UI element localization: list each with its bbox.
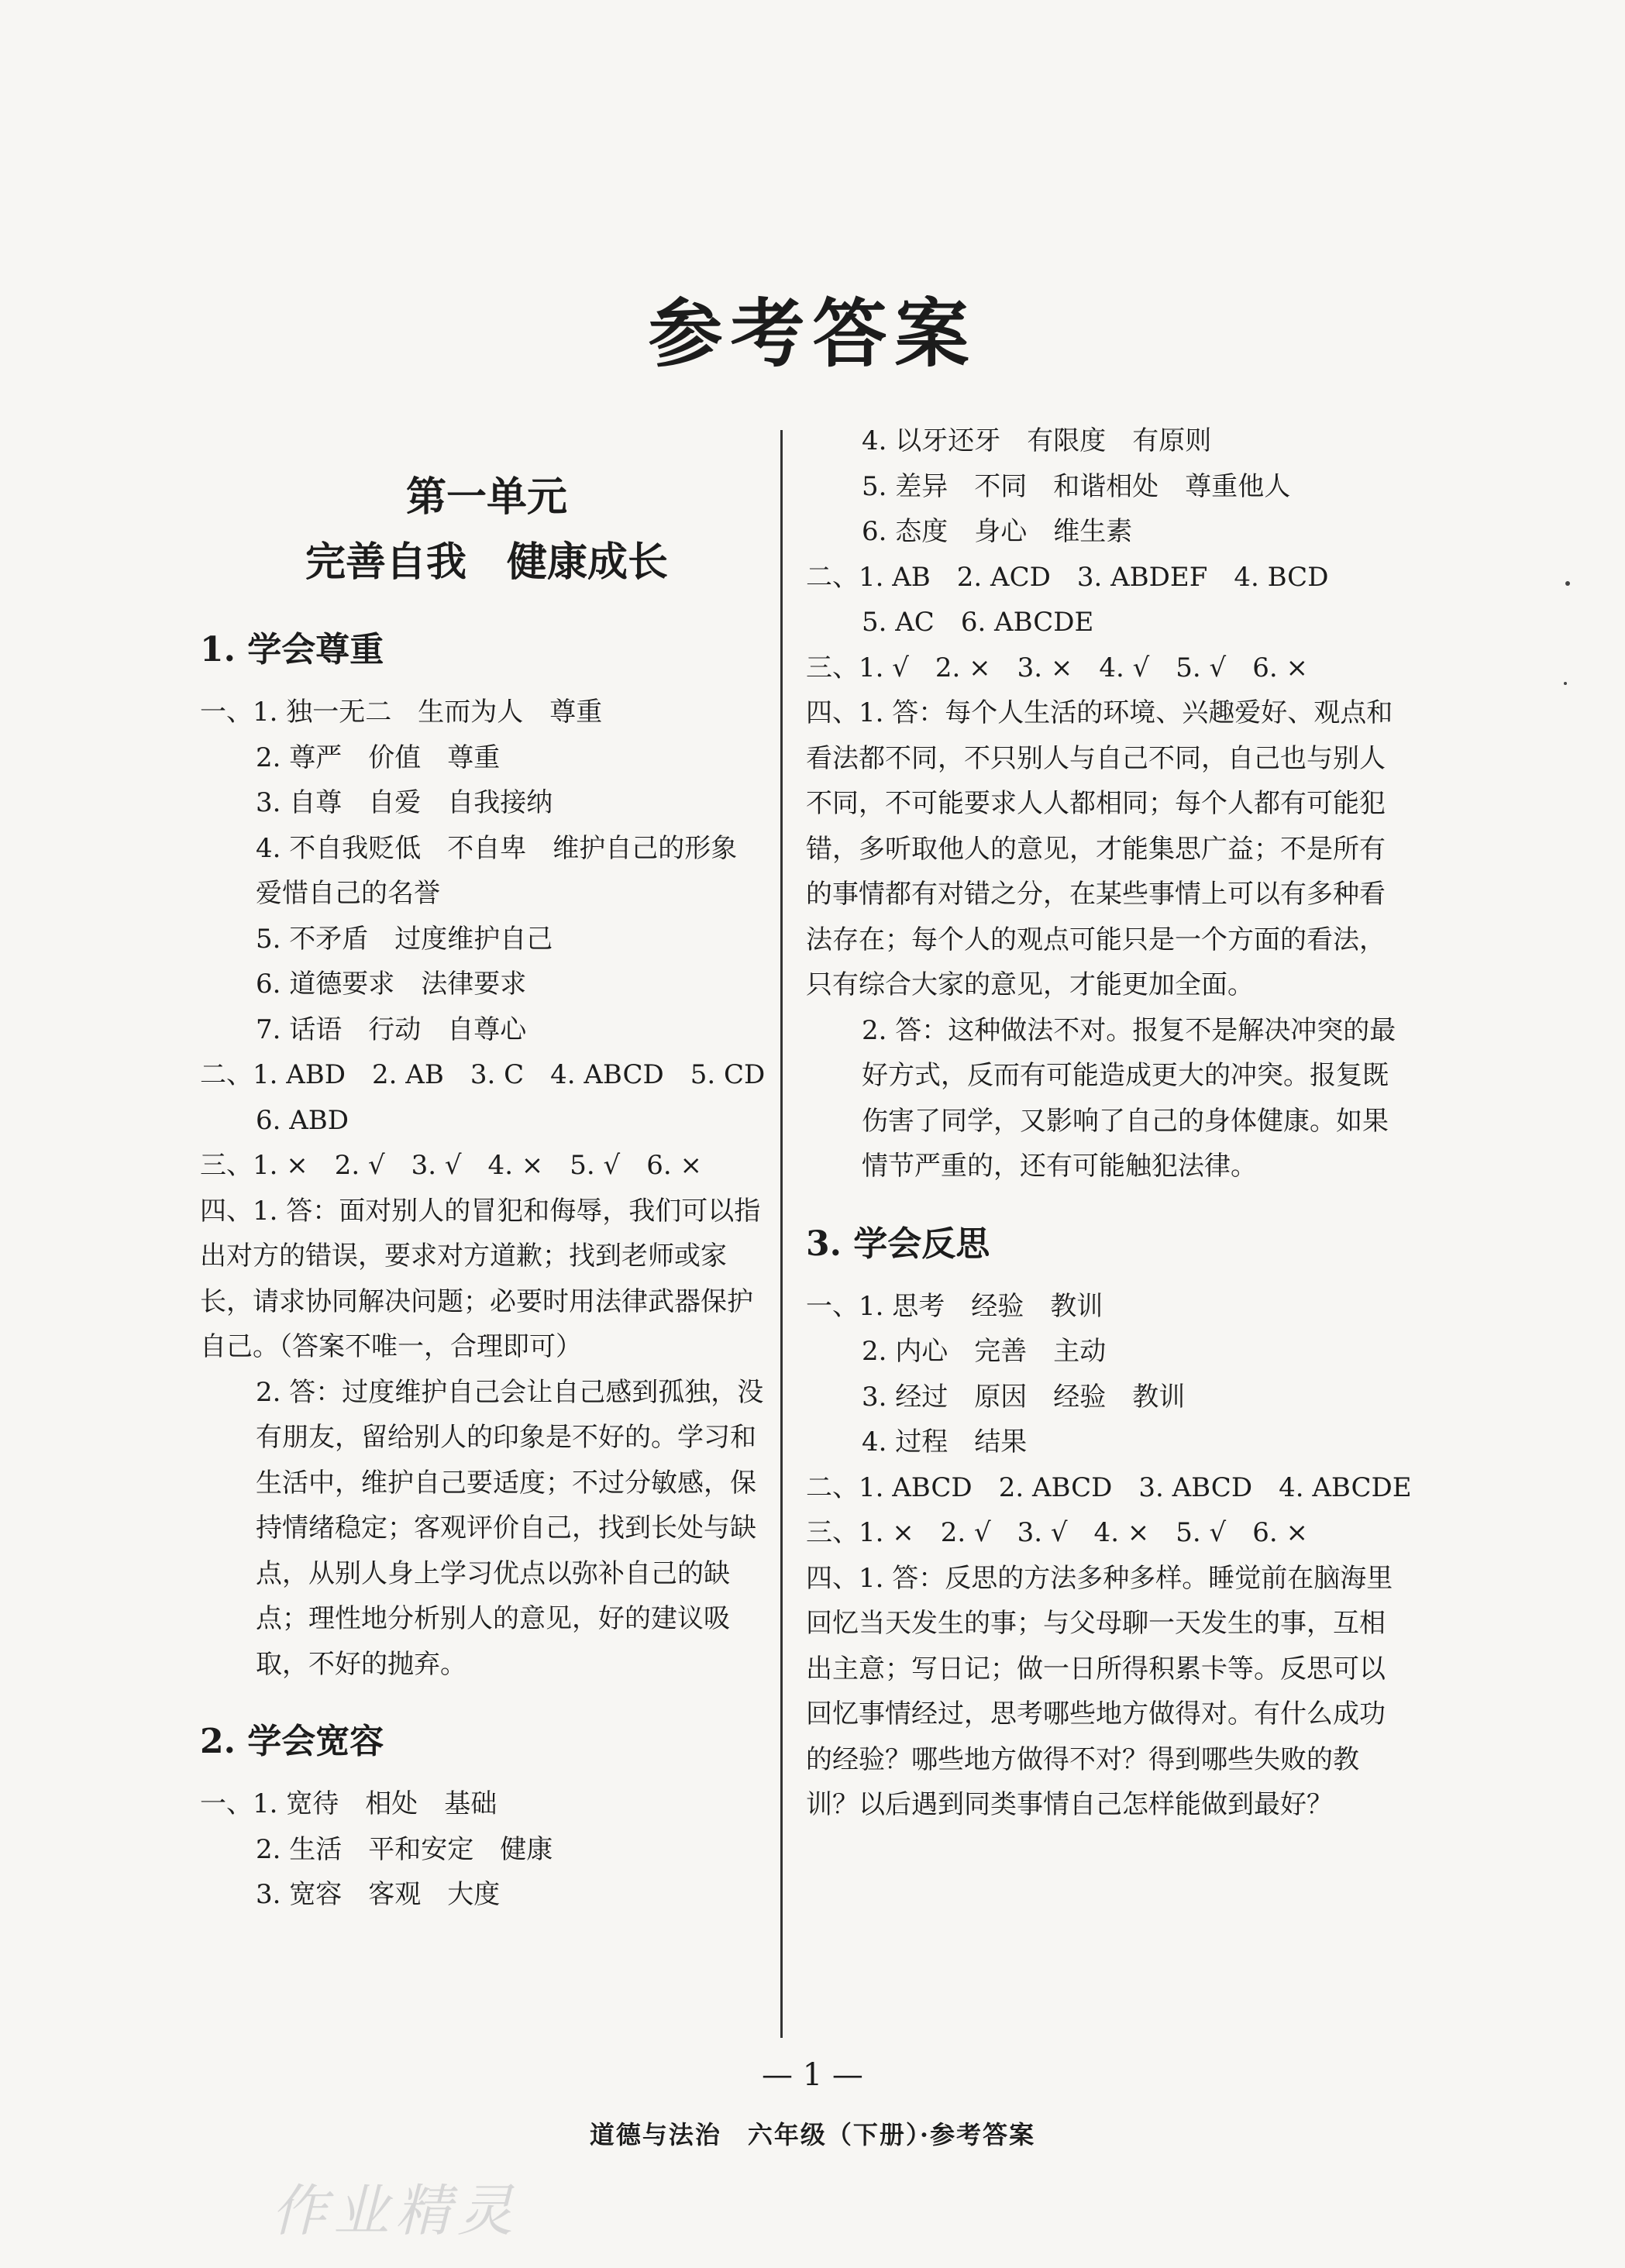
answer-line: 3. 自尊 自爱 自我接纳 <box>256 787 553 818</box>
answer-paragraph: 四、1. 答：面对别人的冒犯和侮辱，我们可以指出对方的错误，要求对方道歉；找到老师或家长，请求协同解决问题；必要时用法律武器保护自己。（答案不唯一，合理即可） <box>200 1195 761 1362</box>
answer-line: 三、1. √ 2. × 3. × 4. √ 5. √ 6. × <box>806 652 1308 683</box>
page-title: 参考答案 <box>648 290 977 377</box>
left-column <box>200 449 773 1918</box>
answer-line: 4. 不自我贬低 不自卑 维护自己的形象 爱惜自己的名誉 <box>256 832 764 909</box>
answer-line: 二、1. ABD 2. AB 3. C 4. ABCD 5. CD <box>200 1059 766 1090</box>
answer-line: 3. 经过 原因 经验 教训 <box>862 1381 1186 1413</box>
answer-line: 4. 过程 结果 <box>862 1427 1028 1458</box>
answer-paragraph: 2. 答：过度维护自己会让自己感到孤独，没有朋友，留给别人的印象是不好的。学习和生活中，维护自己要适度；不过分敏感，保持情绪稳定；客观评价自己，找到长处与缺点，从别人身上学习优点以弥补自己的缺点；理性地分析别人的意见，好的建议吸取，不好的抛弃。 <box>256 1376 764 1680</box>
answer-paragraph: 四、1. 答：反思的方法多种多样。睡觉前在脑海里回忆当天发生的事；与父母聊一天发生的事，互相出主意；写日记；做一日所得积累卡等。反思可以回忆事情经过，思考哪些地方做得对。有什么成功的经验？哪些地方做得不对？得到哪些失败的教训？以后遇到同类事情自己怎样能做到最好？ <box>806 1562 1393 1820</box>
answer-line: 4. 以牙还牙 有限度 有原则 <box>862 425 1212 456</box>
answer-paragraph: 2. 答：这种做法不对。报复不是解决冲突的最好方式，反而有可能造成更大的冲突。报复既伤害了同学，又影响了自己的身体健康。如果情节严重的，还有可能触犯法律。 <box>862 1014 1396 1182</box>
answer-line: 三、1. × 2. √ 3. √ 4. × 5. √ 6. × <box>200 1150 702 1181</box>
answer-line: 2. 尊严 价值 尊重 <box>256 742 501 773</box>
unit-header <box>200 465 773 595</box>
answer-line: 一、1. 宽待 相处 基础 <box>200 1788 497 1819</box>
answer-line: 二、1. ABCD 2. ABCD 3. ABCD 4. ABCDE <box>806 1471 1412 1503</box>
section-heading-2: 2. 学会宽容 <box>200 1722 384 1761</box>
section-heading-1: 1. 学会尊重 <box>200 630 384 669</box>
answer-line: 7. 话语 行动 自尊心 <box>256 1014 527 1045</box>
answer-line: 二、1. AB 2. ACD 3. ABDEF 4. BCD <box>806 561 1329 593</box>
answer-line: 5. 不矛盾 过度维护自己 <box>256 923 553 955</box>
scan-speck <box>1565 581 1570 586</box>
answer-line: 6. ABD <box>256 1104 349 1136</box>
right-column <box>806 418 1412 1828</box>
answer-line: 一、1. 思考 经验 教训 <box>806 1290 1103 1322</box>
answer-paragraph: 四、1. 答：每个人生活的环境、兴趣爱好、观点和看法都不同，不只别人与自己不同，自己也与别人不同，不可能要求人人都相同；每个人都有可能犯错，多听取他人的意见，才能集思广益；不是所有的事情都有对错之分，在某些事情上可以有多种看法存在；每个人的观点可能只是一个方面的看法，只有综合大家的意见，才能更加全面。 <box>806 697 1393 1000</box>
answer-line: 2. 生活 平和安定 健康 <box>256 1833 553 1865</box>
answer-line: 6. 态度 身心 维生素 <box>862 516 1133 547</box>
scan-speck <box>1564 682 1567 685</box>
watermark-logo: 作业精灵 <box>271 2178 520 2243</box>
page-number: — 1 — <box>762 2057 863 2093</box>
page-footer: 道德与法治 六年级（下册）·参考答案 <box>589 2120 1036 2149</box>
section-heading-3: 3. 学会反思 <box>806 1223 990 1264</box>
answer-line: 6. 道德要求 法律要求 <box>256 969 527 1000</box>
answer-line: 2. 内心 完善 主动 <box>862 1336 1107 1367</box>
answer-line: 一、1. 独一无二 生而为人 尊重 <box>200 697 603 728</box>
unit-name: 第一单元 <box>405 473 567 521</box>
unit-subtitle: 完善自我 健康成长 <box>305 539 668 586</box>
answer-line: 5. 差异 不同 和谐相处 尊重他人 <box>862 470 1291 502</box>
column-divider <box>780 430 783 2038</box>
answer-line: 3. 宽容 客观 大度 <box>256 1879 501 1910</box>
answer-line: 5. AC 6. ABCDE <box>862 607 1094 638</box>
answer-line: 三、1. × 2. √ 3. √ 4. × 5. √ 6. × <box>806 1517 1308 1548</box>
